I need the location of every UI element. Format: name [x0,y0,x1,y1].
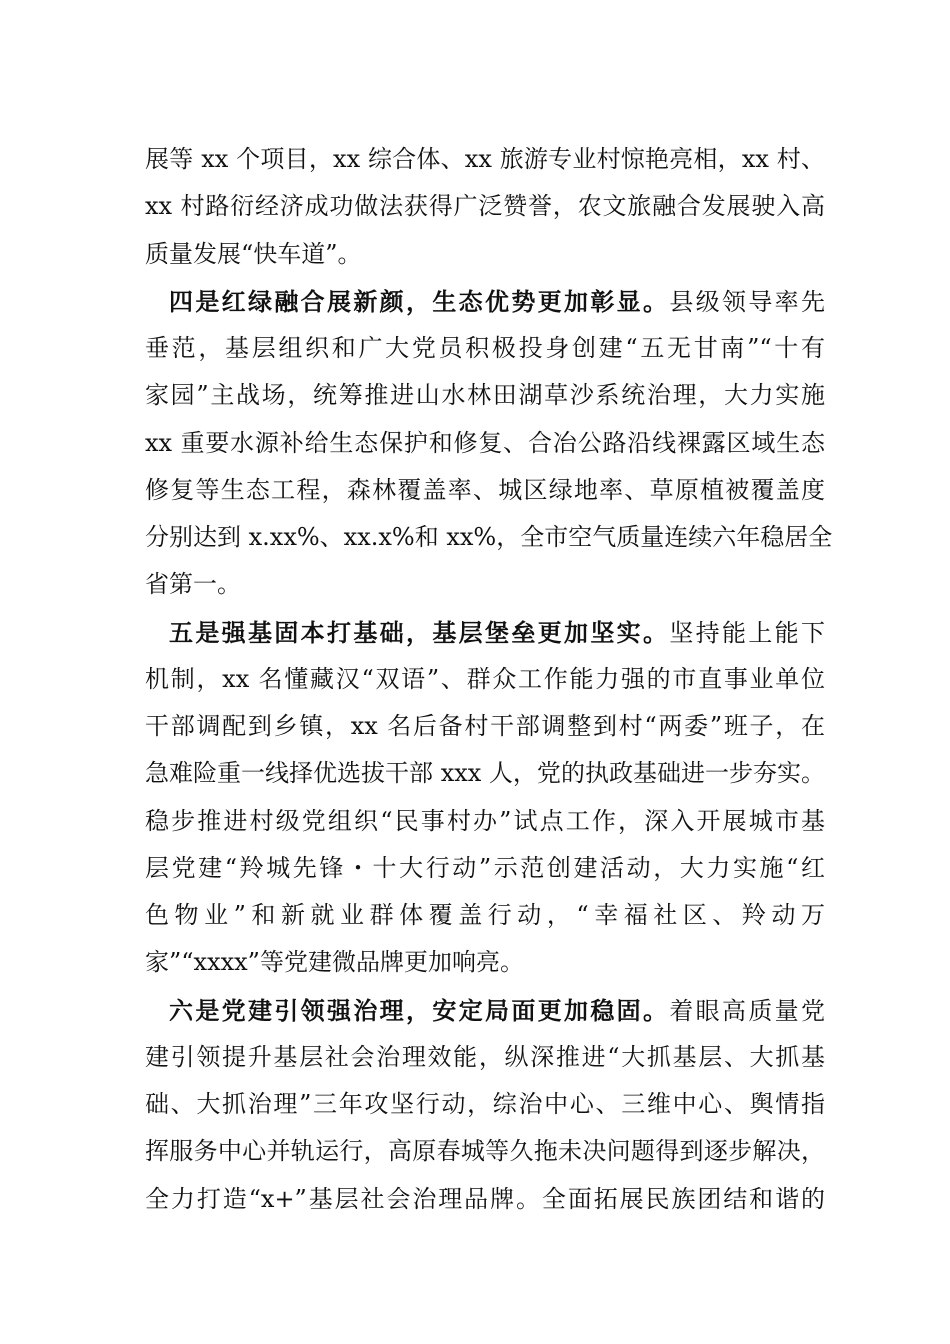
text-line [145,987,825,1034]
text-line: 质量发展“快车道”。 [145,239,362,268]
paragraph-1 [145,136,825,278]
text-line: 分别达到 x.xx%、xx.x%和 xx%，全市空气质量连续六年稳居全 [145,523,833,551]
document-page [145,136,833,1223]
text-line [145,278,825,325]
paragraph-4 [145,987,825,1223]
paragraph-text: 县级领导率先 [669,287,826,316]
text-line: 挥服务中心并轨运行，高原春城等久拖未决问题得到逐步解决， [145,1137,825,1166]
text-line: 展等 xx 个项目，xx 综合体、xx 旅游专业村惊艳亮相，xx 村、 [145,145,825,173]
text-line: xx 重要水源补给生态保护和修复、合冶公路沿线裸露区域生态 [145,428,825,457]
paragraph-2 [145,278,833,609]
text-line: 家”“xxxx”等党建微品牌更加响亮。 [145,948,524,977]
text-line: 垂范，基层组织和广大党员积极投身创建“五无甘南”“十有 [145,334,825,362]
paragraph-heading: 六是党建引领强治理，安定局面更加稳固。 [169,995,670,1025]
text-line: 全力打造“x+”基层社会治理品牌。全面拓展民族团结和谐的 [145,1184,825,1213]
text-line: 省第一。 [145,570,241,599]
text-line: 色物业”和新就业群体覆盖行动，“幸福社区、羚动万 [145,901,825,929]
paragraph-3 [145,609,825,987]
text-line: 建引领提升基层社会治理效能，纵深推进“大抓基层、大抓基 [145,1042,825,1071]
text-line: 干部调配到乡镇，xx 名后备村干部调整到村“两委”班子，在 [145,712,825,740]
text-line [145,609,825,656]
text-line: xx 村路衍经济成功做法获得广泛赞誉，农文旅融合发展驶入高 [145,192,825,221]
text-line: 家园”主战场，统筹推进山水林田湖草沙系统治理，大力实施 [145,381,825,410]
paragraph-text: 着眼高质量党 [669,996,826,1025]
text-line: 机制，xx 名懂藏汉“双语”、群众工作能力强的市直事业单位 [145,664,825,693]
paragraph-heading: 四是红绿融合展新颜，生态优势更加彰显。 [169,286,670,316]
paragraph-text: 坚持能上能下 [669,618,826,647]
text-line: 层党建“羚城先锋・十大行动”示范创建活动，大力实施“红 [145,853,825,882]
text-line: 础、大抓治理”三年攻坚行动，综治中心、三维中心、舆情指 [145,1090,825,1118]
text-line: 急难险重一线择优选拔干部 xxx 人，党的执政基础进一步夯实。 [145,759,825,788]
text-line: 稳步推进村级党组织“民事村办”试点工作，深入开展城市基 [145,806,825,835]
text-line: 修复等生态工程，森林覆盖率、城区绿地率、草原植被覆盖度 [145,475,825,504]
paragraph-heading: 五是强基固本打基础，基层堡垒更加坚实。 [169,617,670,647]
